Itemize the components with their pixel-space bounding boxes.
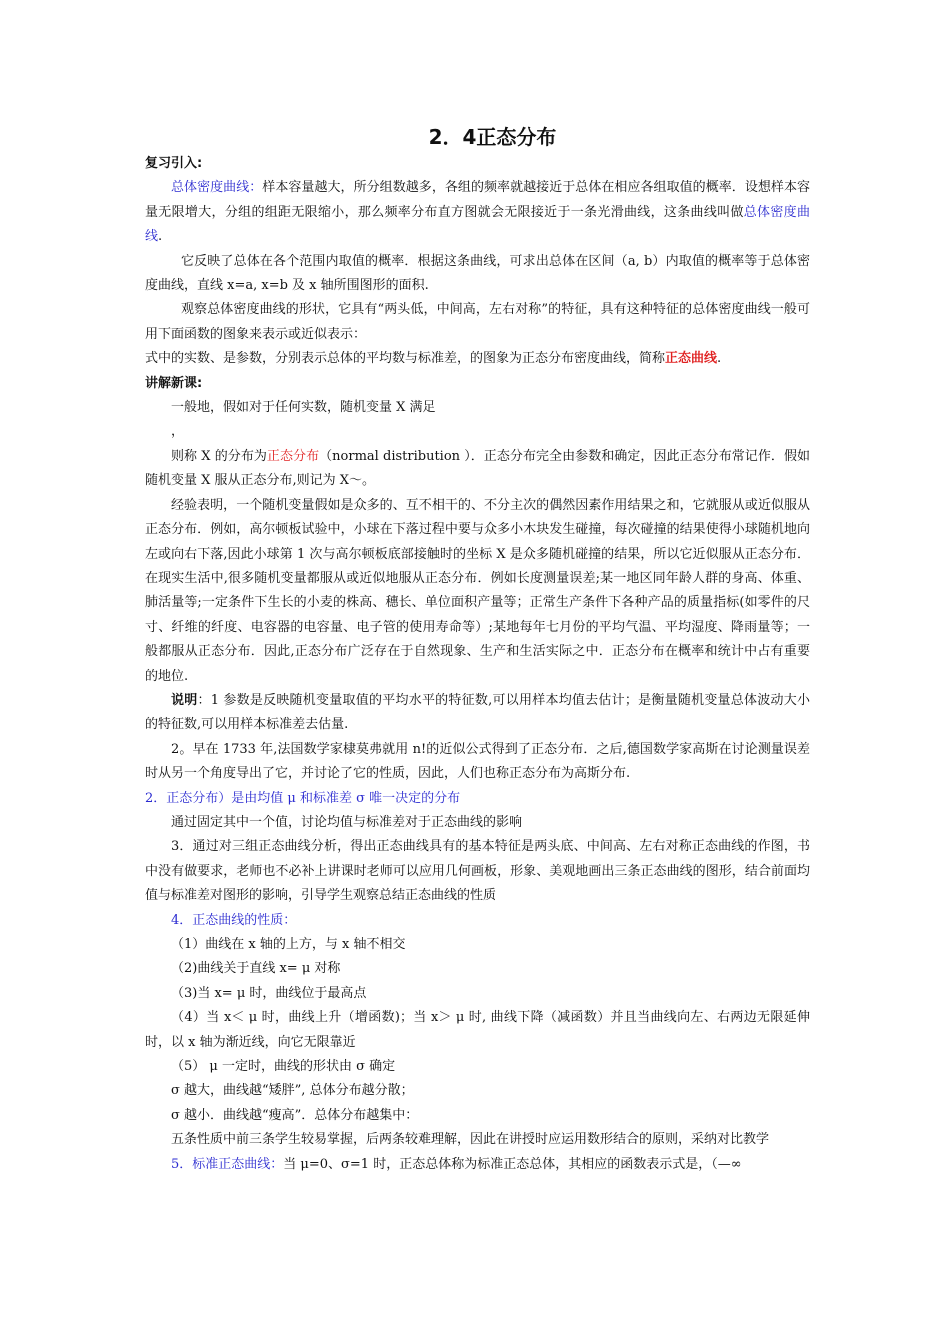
property-2: （2)曲线关于直线 x= μ 对称 [171, 961, 341, 977]
term-normal-distribution: 正态分布 [266, 448, 320, 464]
lesson-paragraph-3: 则称 X 的分布为正态分布（normal distribution ）．正态分布完全由参数和确定，因此正态分布常记作．假如随机变量 X 服从正态分布,则记为 X～。 [145, 448, 810, 489]
property-5: （5） μ 一定时，曲线的形状由 σ 确定 [171, 1059, 396, 1075]
term-density-curve: 总体密度曲线： [171, 180, 263, 196]
term-standard-normal-curve: 5．标准正态曲线： [171, 1156, 284, 1172]
property-5a: σ 越大，曲线越“矮胖”, 总体分布越分散； [171, 1083, 414, 1099]
note-label: 说明 [171, 692, 198, 708]
page-title: 2．4正态分布 [428, 125, 557, 149]
section-5-paragraph: 5．标准正态曲线：当 μ=0、σ=1 时，正态总体称为标准正态总体，其相应的函数表示式是，（—∞ [171, 1156, 742, 1172]
section-2-heading: 2．正态分布）是由均值 μ 和标准差 σ 唯一决定的分布 [145, 790, 461, 806]
review-paragraph-1: 总体密度曲线：样本容量越大，所分组数越多，各组的频率就越接近于总体在相应各组取值的概率．设想样本容量无限增大，分组的组距无限缩小，那么频率分布直方图就会无限接近于一条光滑曲线，这条曲线叫做总体密度曲线. [145, 180, 810, 245]
section-2-paragraph: 通过固定其中一个值，讨论均值与标准差对于正态曲线的影响 [171, 814, 523, 830]
term-normal-curve: 正态曲线 [665, 351, 718, 367]
review-paragraph-2: 它反映了总体在各个范围内取值的概率．根据这条曲线，可求出总体在区间（a, b）内取值的概率等于总体密度曲线，直线 x=a, x=b 及 x 轴所围图形的面积. [145, 253, 810, 294]
document-page [145, 122, 810, 1177]
property-4: （4）当 x＜ μ 时，曲线上升（增函数)；当 x＞ μ 时, 曲线下降（减函数）并且当曲线向左、右两边无限延伸时，以 x 轴为渐近线，向它无限靠近 [145, 1010, 810, 1050]
section-3-paragraph: 3．通过对三组正态曲线分析，得出正态曲线具有的基本特征是两头底、中间高、左右对称正态曲线的作图，书中没有做要求，老师也不必补上讲课时老师可以应用几何画板，形象、美观地画出三条正态曲线的图形，结合前面均值与标准差对图形的影响，引导学生观察总结正态曲线的性质 [145, 839, 810, 904]
property-5b: σ 越小．曲线越“瘦高”．总体分布越集中： [171, 1107, 419, 1123]
note-paragraph-2: 2。早在 1733 年,法国数学家棣莫弗就用 n!的近似公式得到了正态分布．之后,德国数学家高斯在讨论测量误差时从另一个角度导出了它，并讨论了它的性质，因此，人们也称正态分布为高斯分布. [145, 741, 810, 782]
review-heading: 复习引入: [145, 156, 203, 171]
review-paragraph-4: 式中的实数、是参数，分别表示总体的平均数与标准差，的图象为正态分布密度曲线，简称正态曲线. [145, 351, 722, 367]
section-4-heading: 4．正态曲线的性质： [171, 912, 297, 928]
lesson-paragraph-2: ， [171, 424, 185, 440]
lesson-paragraph-1: 一般地，假如对于任何实数，随机变量 X 满足 [171, 400, 436, 416]
summary-paragraph: 五条性质中前三条学生较易掌握，后两条较难理解，因此在讲授时应运用数形结合的原则，采纳对比教学 [171, 1132, 770, 1148]
lesson-paragraph-4: 经验表明，一个随机变量假如是众多的、互不相干的、不分主次的偶然因素作用结果之和，它就服从或近似服从正态分布．例如，高尔顿板试验中，小球在下落过程中要与众多小木块发生碰撞，每次碰撞的结果使得小球随机地向左或向右下落,因此小球第 1 次与高尔顿板底部接触时的坐标 X 是众多随机碰撞的结果，所以它近似服从正态分布．在现实生活中,很多随机变量都服从或近似地服从正态分布．例如长度测量误差;某一地区同年龄人群的身高、体重、肺活量等;一定条件下生长的小麦的株高、穗长、单位面积产量等；正常生产条件下各种产品的质量指标(如零件的尺寸、纤维的纤度、电容器的电容量、电子管的使用寿命等）;某地每年七月份的平均气温、平均湿度、降雨量等；一般都服从正态分布．因此,正态分布广泛存在于自然现象、生产和生活实际之中．正态分布在概率和统计中占有重要的地位. [145, 497, 810, 684]
term-density-curve-2: 总体密度曲线 [145, 204, 810, 245]
property-3: （3)当 x= μ 时，曲线位于最高点 [171, 985, 367, 1001]
property-1: （1）曲线在 x 轴的上方，与 x 轴不相交 [171, 937, 406, 952]
note-paragraph-1: 说明：1 参数是反映随机变量取值的平均水平的特征数,可以用样本均值去估计；是衡量随机变量总体波动大小的特征数,可以用样本标准差去估量. [145, 692, 810, 733]
new-lesson-heading: 讲解新课: [145, 375, 203, 391]
review-paragraph-3: 观察总体密度曲线的形状，它具有“两头低，中间高，左右对称”的特征，具有这种特征的总体密度曲线一般可用下面函数的图象来表示或近似表示： [145, 302, 810, 342]
